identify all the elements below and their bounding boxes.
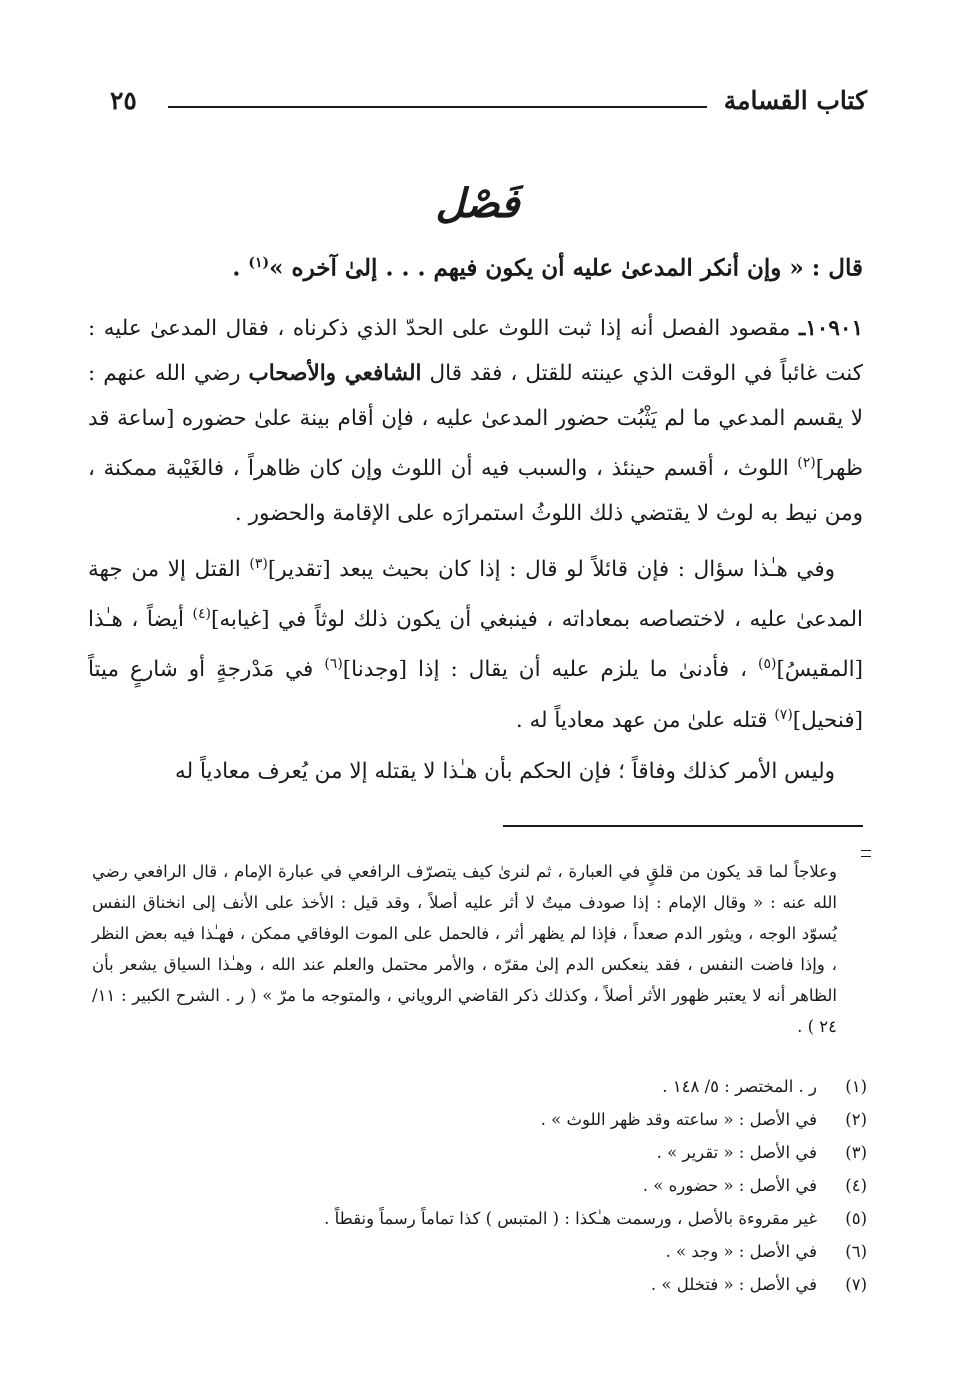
continuation-mark [861,856,871,857]
quoted-text [92,243,863,289]
footnote-number: (٧) [845,1275,867,1294]
page-number: ٢٥ [110,86,137,115]
paragraph-number: ١٠٩٠١ـ [798,316,863,341]
paragraph-text: في مَدْرجةٍ أو شارعٍ ميتاً [فنحيل] [88,657,863,733]
footnote-ref: (١) [248,255,270,271]
quote-end: . [232,254,249,282]
paragraph-text: مقصود الفصل أنه إذا ثبت اللوث على الحدّ الذي ذكرناه ، فقال المدعىٰ عليه : كنت غائباً في الوقت الذي عينته للقتل ، فقد قال [88,316,864,386]
footnote-item [92,1136,867,1169]
quote-text: قال : « وإن أنكر المدعىٰ عليه أن يكون فيهم . . . إلىٰ آخره » [269,254,863,282]
footnote-separator [503,825,863,827]
footnote-number: (٦) [845,1242,867,1261]
header-rule [168,106,707,108]
footnote-item [92,1268,867,1301]
footnote-text: ر . المختصر : ٥/ ١٤٨ . [662,1077,817,1096]
paragraph-text: رضي الله عنهم : لا يقسم المدعي ما لم يَثْبُت حضور المدعىٰ عليه ، فإن أقام بينة علىٰ حضوره [ساعة قد ظهر] [88,361,863,482]
footnote-item [92,1235,867,1268]
footnote-item [92,1103,867,1136]
footnote-list [92,1070,867,1301]
footnote-text: في الأصل : « ساعته وقد ظهر اللوث » . [540,1110,817,1129]
footnote-number: (٤) [845,1176,867,1195]
footnote-item [92,1202,867,1235]
paragraph-text: اللوث ، أقسم حينئذ ، والسبب فيه أن اللوث وإن كان ظاهراً ، فالغَيْبة ممكنة ، ومن نيط به لوث لا يقتضي ذلك اللوثُ استمرارَه على الإقامة والحضور . [88,456,863,527]
footnote-item [92,1070,867,1103]
paragraph-text: أيضاً ، هـٰذا [المقيسُ] [88,607,863,683]
continuation-mark [861,850,871,851]
bold-names: الشافعي والأصحاب [248,361,422,386]
section-heading: فَصْل [435,180,520,227]
paragraph: وليس الأمر كذلك وفاقاً ؛ فإن الحكم بأن هـٰذا لا يقتله إلا من يُعرف معادياً له [175,758,835,784]
footnote-text: في الأصل : « حضوره » . [642,1176,817,1195]
running-header [110,84,867,124]
footnote-text: في الأصل : « فتخلل » . [650,1275,817,1294]
footnote-number: (٥) [845,1209,867,1228]
footnote-text: في الأصل : « تقرير » . [656,1143,817,1162]
footnote-ref: (٣) [249,556,268,573]
paragraph-text: قتله علىٰ من عهد معادياً له . [515,707,775,733]
footnote-number: (٣) [845,1143,867,1162]
paragraph-text: وفي هـٰذا سؤال : فإن قائلاً لو قال : إذا كان بحيث يبعد [تقدير] [267,557,835,583]
footnote-text: في الأصل : « وجد » . [665,1242,817,1261]
book-title: كتاب القسامة [723,86,867,115]
footnote-ref: (٢) [797,455,816,471]
footnote-number: (١) [845,1077,867,1096]
footnote-ref: (٥) [758,656,777,673]
paragraph-text: ، فأدنىٰ ما يلزم عليه أن يقال : إذا [وجدنا] [342,657,759,683]
footnote-item [92,1169,867,1202]
footnote-ref: (٤) [192,606,211,623]
paragraph [88,542,863,743]
paragraph [88,306,863,536]
paragraph-text: القتل إلا من جهة المدعىٰ عليه ، لاختصاصه بمعاداته ، فينبغي أن يكون ذلك لوثاً في [غيابه] [88,557,863,633]
main-text [88,306,863,800]
footnote-text: غير مقروءة بالأصل ، ورسمت هـٰكذا : ( المتبس ) كذا تماماً رسماً ونقطاً . [324,1209,817,1228]
footnote-continuation: وعلاجاً لما قد يكون من قلقٍ في العبارة ، ثم لنرىٰ كيف يتصرّف الرافعي في عبارة الإمام ، قال الرافعي رضي الله عنه : « وقال الإمام : إذا صودف ميتٌ لا أثر عليه أصلاً ، وقد قيل : الأخذ على الأنف إلى انخناق النفس يُسوّد الوجه ، ويثور الدم صعداً ، فإذا لم يظهر أثر ، فالحمل على الموت الوفاقي ممكن ، فهـٰذا فيه بعض النظر ، وإذا فاضت النفس ، فقد ينعكس الدم إلىٰ مقرّه ، والأمر محتمل والعلم عند الله ، وهـٰذا السياق يشعر بأن الظاهر أنه لا يعتبر ظهور الأثر أصلاً ، وكذلك ذكر القاضي الروياني ، والمتوجه ما مرّ » ( ر . الشرح الكبير : ١١/ ٢٤ ) . [92,862,837,1036]
footnote-ref: (٦) [324,656,343,673]
footnote-number: (٢) [845,1110,867,1129]
footnote-ref: (٧) [774,706,793,723]
